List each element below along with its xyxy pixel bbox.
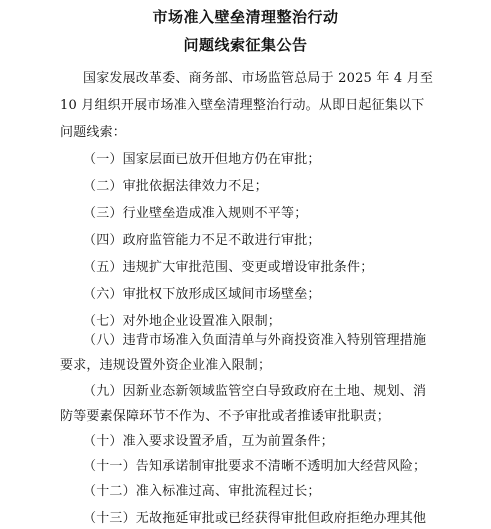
clue-item-8-line-2: 要求，违规设置外资企业准入限制； [60,358,272,373]
clue-item-7: （七）对外地企业设置准入限制； [83,314,282,329]
title-line-2: 问题线索征集公告 [183,36,308,54]
intro-line-1: 国家发展改革委、商务部、市场监管总局于 2025 年 4 月至 [83,71,434,86]
intro-line-3: 问题线索： [60,125,127,140]
clue-item-4: （四）政府监管能力不足不敢进行审批； [83,233,321,248]
clue-item-1: （一）国家层面已放开但地方仍在审批； [83,152,321,167]
intro-line-2: 10 月组织开展市场准入壁垒清理整治行动。从即日起征集以下 [60,98,425,113]
clue-item-10: （十）准入要求设置矛盾，互为前置条件； [83,434,334,449]
clue-item-6: （六）审批权下放形成区域间市场壁垒； [83,287,321,302]
clue-item-11: （十一）告知承诺制审批要求不清晰不透明加大经营风险； [83,459,427,474]
clue-item-9-line-1: （九）因新业态新领域监管空白导致政府在土地、规划、消 [83,384,427,399]
title-line-1: 市场准入壁垒清理整治行动 [152,8,339,26]
clue-item-12: （十二）准入标准过高、审批流程过长； [83,484,321,499]
clue-item-8-line-1: （八）违背市场准入负面清单与外商投资准入特别管理措施 [83,333,427,348]
clue-item-9-line-2: 防等要素保障环节不作为、不予审批或者推诿审批职责； [60,409,391,424]
clue-item-3: （三）行业壁垒造成准入规则不平等； [83,206,308,221]
clue-item-2: （二）审批依据法律效力不足； [83,179,268,194]
clue-item-5: （五）违规扩大审批范围、变更或增设审批条件； [83,260,374,275]
clue-item-13: （十三）无故拖延审批或已经获得审批但政府拒绝办理其他 [83,511,427,526]
